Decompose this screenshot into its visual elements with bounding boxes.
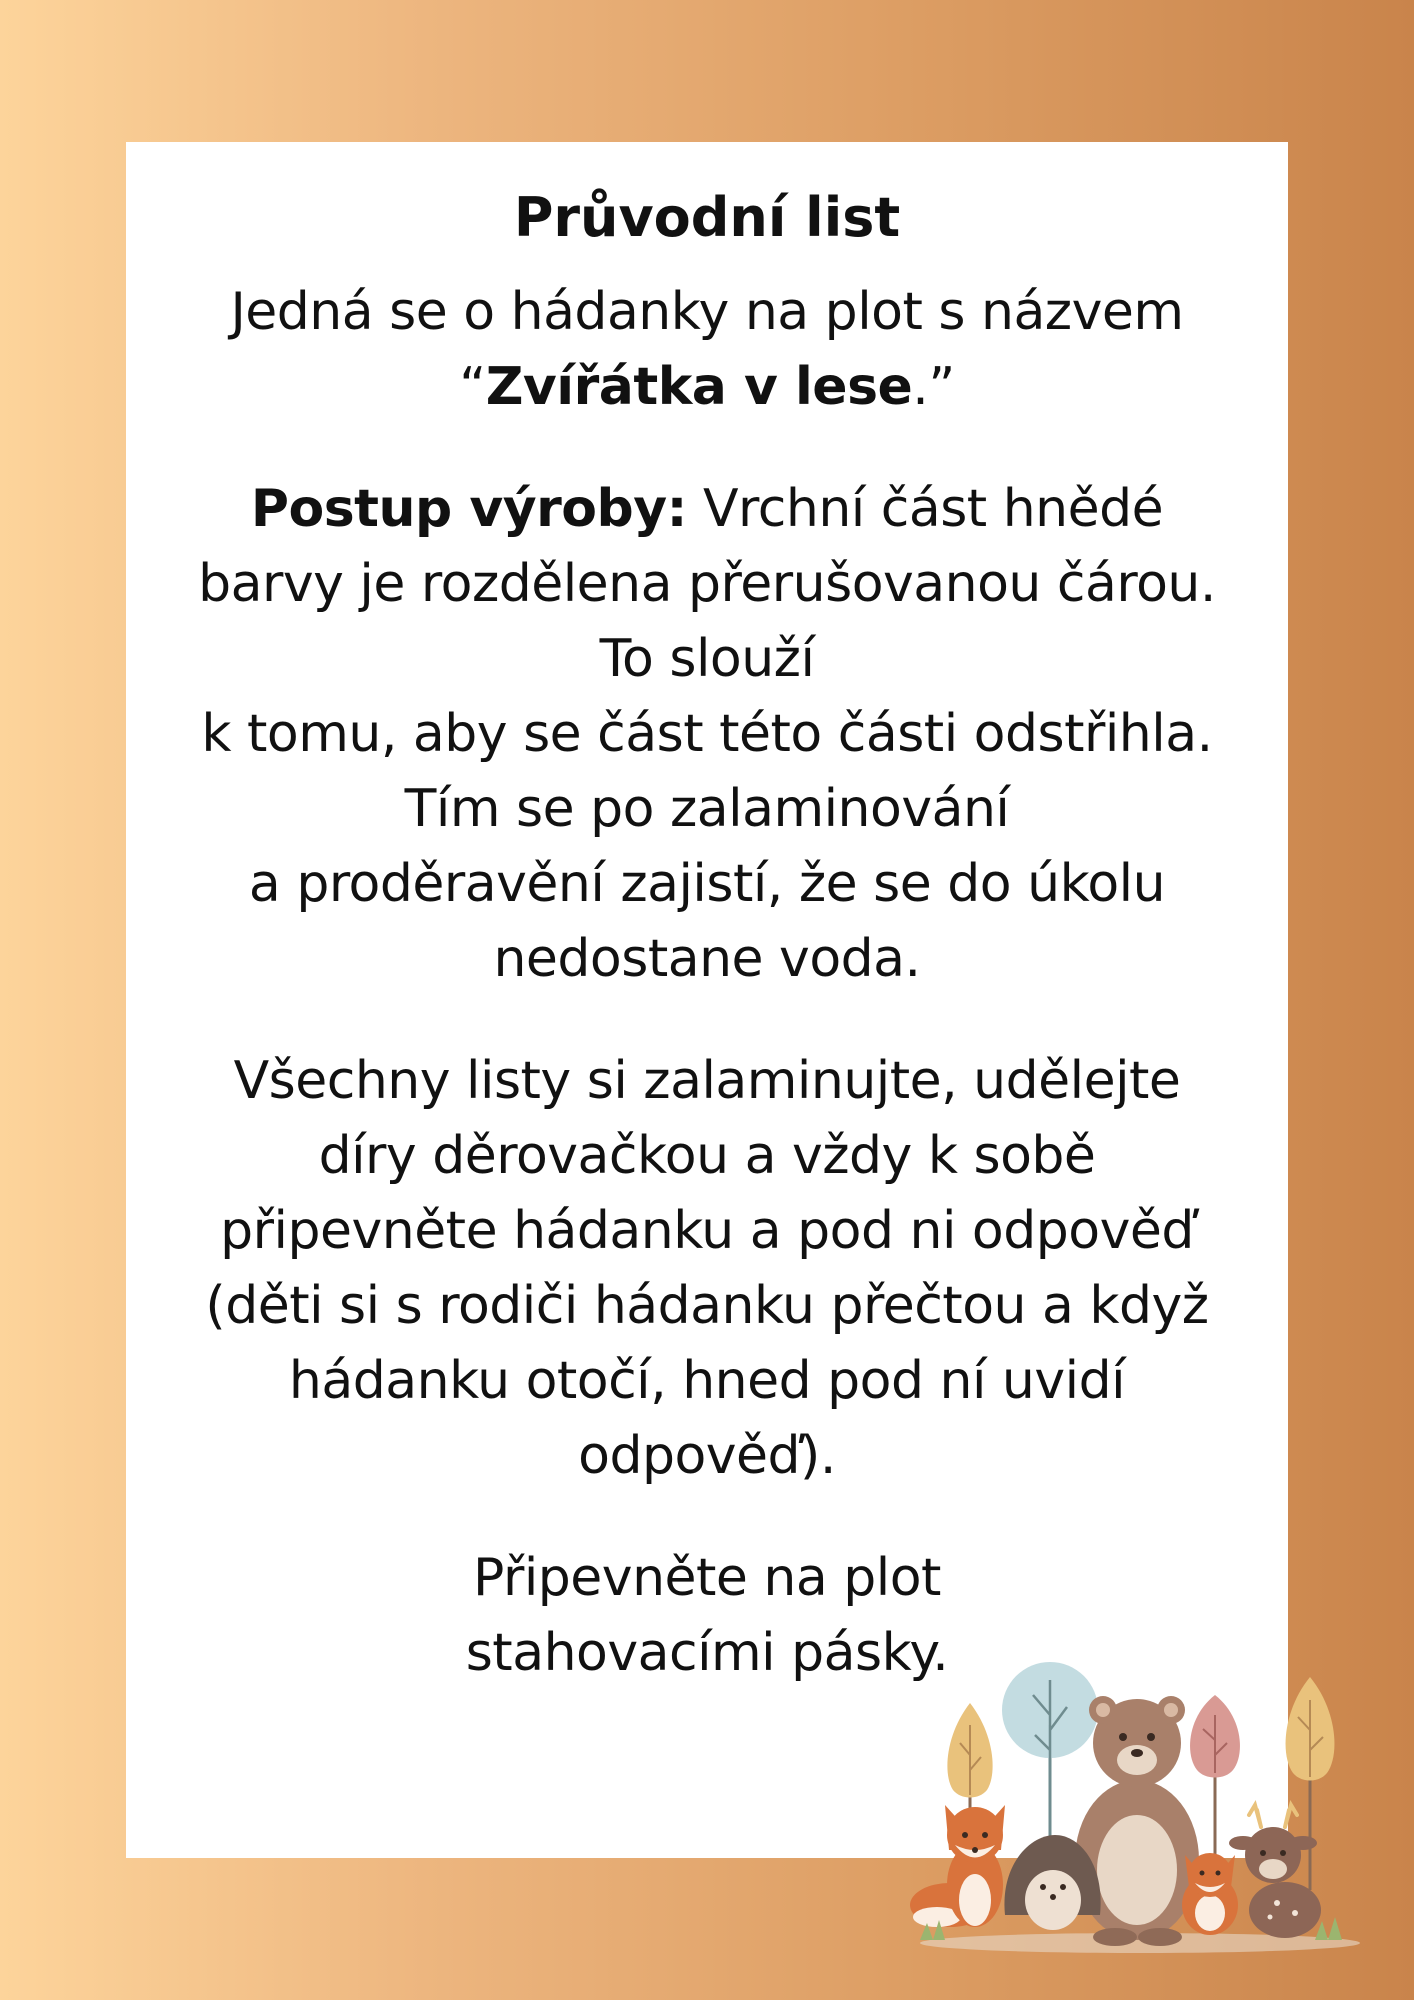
instructions-paragraph (126, 1044, 1288, 1494)
instructions-line: (děti si s rodiči hádanku přečtou a když (205, 1275, 1209, 1336)
deer-icon (1229, 1805, 1321, 1938)
process-paragraph (126, 472, 1288, 997)
instructions-line: díry děrovačkou a vždy k sobě (318, 1125, 1096, 1186)
process-line: k tomu, aby se část této části odstřihla. (201, 703, 1213, 764)
document-content (126, 142, 1288, 1691)
process-line: To slouží (599, 628, 815, 689)
attach-line: stahovacími pásky. (465, 1622, 949, 1683)
attach-line: Připevněte na plot (473, 1547, 941, 1608)
document-title: Průvodní list (513, 186, 901, 249)
intro-line: Jedná se o hádanky na plot s názvem (230, 281, 1184, 342)
riddle-set-name: Zvířátka v lese (485, 356, 913, 417)
process-line: a proděravění zajistí, že se do úkolu (248, 853, 1166, 914)
instructions-line: odpověď). (578, 1425, 836, 1486)
instructions-line: hádanku otočí, hned pod ní uvidí (288, 1350, 1126, 1411)
instructions-line: Všechny listy si zalaminujte, udělejte (233, 1050, 1181, 1111)
process-line: nedostane voda. (493, 928, 921, 989)
forest-animals-illustration (905, 1655, 1375, 1965)
process-label: Postup výroby: (250, 478, 687, 539)
fox-icon (910, 1805, 1005, 1927)
instructions-line: připevněte hádanku a pod ni odpověď (220, 1200, 1194, 1261)
quote-close: .” (912, 356, 955, 417)
process-line: Vrchní část hnědé (686, 478, 1164, 539)
intro-paragraph (126, 275, 1288, 425)
fox-icon (1182, 1853, 1238, 1935)
process-line: Tím se po zalaminování (404, 778, 1010, 839)
process-line: barvy je rozdělena přerušovanou čárou. (198, 553, 1216, 614)
document-card (126, 142, 1288, 1858)
quote-open: “ (459, 356, 486, 417)
